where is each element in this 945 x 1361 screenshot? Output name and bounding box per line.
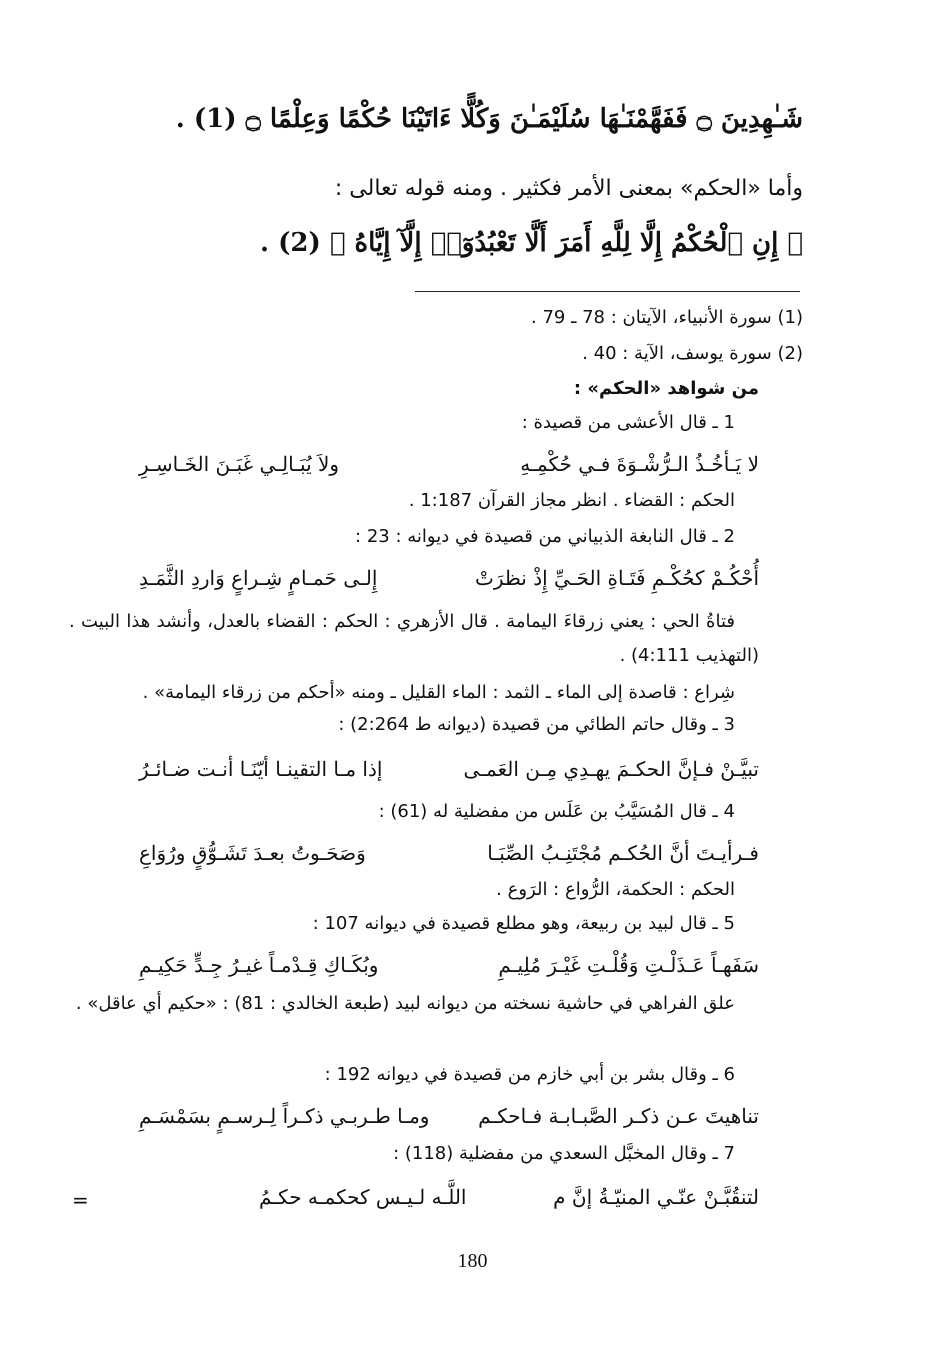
item4-verse-second-hemistich: وَصَحَـوتُ بعـدَ تَشَـوُّقٍ ورُوَاعِ [139,841,366,865]
item6-verse-first-hemistich: تناهيتَ عـن ذكـر الصَّبـابـة فـاحكـم [478,1104,759,1128]
item5-verse-second-hemistich: وبُكَـاكِ قِـدْمـاً غيـرُ جِـدٍّ حَكِيـمِ [139,953,379,977]
item2-verse-first-hemistich: أُحْكُـمْ كحُكْـمِ فَتَـاةِ الحَـيِّ إِذْ نظرَتْ [475,566,759,590]
item2-verse-second-hemistich: إِلـى حَمـامٍ شِـراعٍ وَاردِ الثَّمَـدِ [139,566,378,590]
item2-verse [139,566,759,600]
item7-verse-second-hemistich: اللَّـه لـيـس كحكمـه حكـمُ [259,1185,467,1209]
item3-verse-second-hemistich: إذا مـا التقينـا أيّنَـا أنـت ضـائـرُ [139,757,383,781]
item6-title: 6 ـ وقال بشر بن أبي خازم من قصيدة في ديوانه 192 : [324,1064,735,1085]
footnote-heading: من شواهد «الحكم» : [573,378,759,399]
item1-verse-second-hemistich: ولاَ يُبَـالِـي غَبَـنَ الخَـاسِـرِ [139,452,340,476]
item4-verse [139,841,759,875]
item4-note: الحكم : الحكمة، الرُّواع : الرَوع . [496,879,735,900]
item3-verse-first-hemistich: تبيَّـنْ فـإنَّ الحكـمَ يهـدِي مِـن العَمـى [463,757,759,781]
item1-verse [139,452,759,486]
item2-note-2: شِراع : قاصدة إلى الماء ـ الثمد : الماء القليل ـ ومنه «أحكم من زرقاء اليمامة» . [142,682,735,703]
page-number: 180 [457,1250,488,1272]
item2-note: فتاةُ الحي : يعني زرقاءَ اليمامة . قال الأزهري : الحكم : القضاء بالعدل، وأنشد هذا البيت . (التهذيب 4:111) . [69,611,759,666]
quran-verse-line-2: ﴿ إِنِ ٱلْحُكْمُ إِلَّا لِلَّهِ أَمَرَ أَلَّا تَعْبُدُوٓا۟ إِلَّآ إِيَّاهُ ﴾ (2) . [259,228,803,258]
item4-title: 4 ـ قال المُسَيَّبُ بن عَلَس من مفضلية له (61) : [378,801,735,822]
item1-title: 1 ـ قال الأعشى من قصيدة : [521,412,735,433]
continuation-mark: = [72,1188,89,1212]
item2-title: 2 ـ قال النابغة الذبياني من قصيدة في ديوانه : 23 : [355,526,735,547]
item4-verse-first-hemistich: فـرأيـتَ أنَّ الحُكـم مُجْتَنِـبُ الصِّبَـا [487,841,759,865]
footnote-2: (2) سورة يوسف، الآية : 40 . [582,343,803,364]
item5-verse [139,953,759,987]
item5-verse-first-hemistich: سَفَهـاً عَـذَلْـتِ وَقُلْـتِ غَيْـرَ مُلِيـمِ [498,953,759,977]
item5-title: 5 ـ قال لبيد بن ربيعة، وهو مطلع قصيدة في ديوانه 107 : [312,913,735,934]
item6-verse-second-hemistich: ومـا طـربـي ذكـراً لِـرسـمٍ بسَمْسَـمِ [139,1104,430,1128]
item5-note: علق الفراهي في حاشية نسخته من ديوانه لبيد (طبعة الخالدي : 81) : «حكيم أي عاقل» . [75,993,735,1014]
footnote-divider [415,291,800,292]
item7-verse-first-hemistich: لتنقُبَّـنْ عنّـي المنيّـةُ إنَّ م [553,1185,759,1209]
quran-verse-line-1: شَـٰهِدِينَ ۝ فَفَهَّمْنَـٰهَا سُلَيْمَـٰنَ وَكُلًّا ءَاتَيْنَا حُكْمًا وَعِلْمًا ۝ (1) . [175,104,803,134]
main-paragraph: وأما «الحكم» بمعنى الأمر فكثير . ومنه قوله تعالى : [334,176,803,201]
item1-note: الحكم : القضاء . انظر مجاز القرآن 1:187 . [408,490,735,511]
footnote-1: (1) سورة الأنبياء، الآيتان : 78 ـ 79 . [531,307,803,328]
item3-verse [139,757,759,791]
item3-title: 3 ـ وقال حاتم الطائي من قصيدة (ديوانه ط 2:264) : [338,714,735,735]
item6-verse [139,1104,759,1138]
item7-verse [139,1185,759,1219]
item1-verse-first-hemistich: لا يَـأخُـذُ الـرُّشْـوَةَ فـي حُكْمِـهِ [520,452,759,476]
item7-title: 7 ـ وقال المخبَّل السعدي من مفضلية (118) : [393,1143,735,1164]
